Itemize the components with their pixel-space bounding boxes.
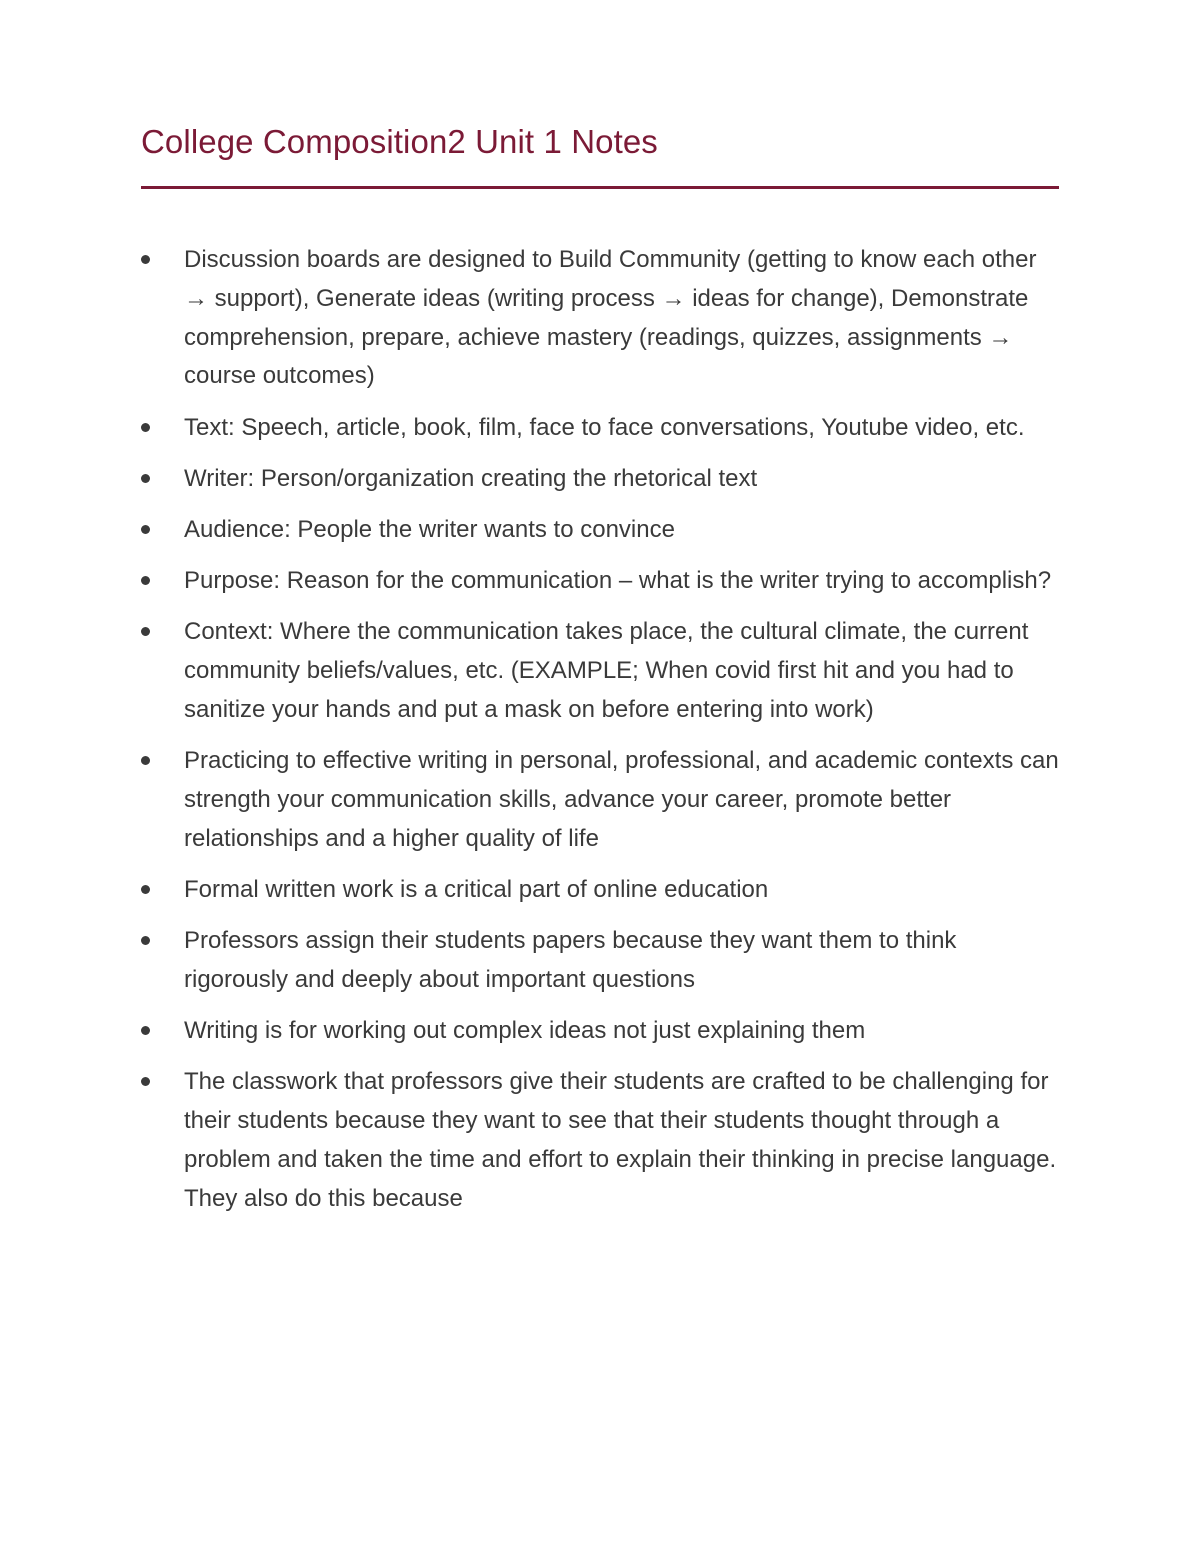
bullet-icon bbox=[141, 423, 150, 432]
note-text: Context: Where the communication takes place, the cultural climate, the current community beliefs/values, etc. (EXAMPLE; When covid first hit and you had to sanitize your hands and put a mask on before entering into work) bbox=[184, 618, 1029, 723]
list-item bbox=[140, 613, 1060, 729]
title-underline-rule bbox=[141, 186, 1059, 189]
list-item bbox=[140, 241, 1060, 396]
list-item bbox=[140, 922, 1060, 1000]
list-item bbox=[140, 1063, 1060, 1218]
bullet-icon bbox=[141, 525, 150, 534]
note-text: Formal written work is a critical part of online education bbox=[184, 875, 769, 903]
bullet-icon bbox=[141, 756, 150, 765]
bullet-icon bbox=[141, 576, 150, 585]
note-text: Discussion boards are designed to Build Community (getting to know each other → support), Generate ideas (writing process → ideas for change), Demonstrate comprehension, prepare, achieve mastery (readings, quizzes, assignments → course outcomes) bbox=[184, 246, 1037, 390]
list-item bbox=[140, 742, 1060, 858]
list-item bbox=[140, 1012, 1060, 1051]
list-item bbox=[140, 562, 1060, 601]
bullet-icon bbox=[141, 885, 150, 894]
note-text: Writer: Person/organization creating the rhetorical text bbox=[184, 464, 758, 492]
note-text: Audience: People the writer wants to convince bbox=[184, 515, 675, 543]
bullet-icon bbox=[141, 255, 150, 264]
note-text: Practicing to effective writing in personal, professional, and academic contexts can strength your communication skills, advance your career, promote better relationships and a higher quality of life bbox=[184, 747, 1059, 852]
list-item bbox=[140, 460, 1060, 499]
note-text: Writing is for working out complex ideas not just explaining them bbox=[184, 1017, 866, 1045]
bullet-icon bbox=[141, 1026, 150, 1035]
note-text: The classwork that professors give their students are crafted to be challenging for their students because they want to see that their students thought through a problem and taken the time and effort to explain their thinking in precise language. They also do this because bbox=[184, 1068, 1057, 1212]
bullet-icon bbox=[141, 936, 150, 945]
bullet-icon bbox=[141, 627, 150, 636]
notes-list bbox=[140, 241, 1060, 1231]
note-text: Professors assign their students papers because they want them to think rigorously and deeply about important questions bbox=[184, 927, 957, 993]
bullet-icon bbox=[141, 1077, 150, 1086]
list-item bbox=[140, 871, 1060, 910]
page-title: College Composition2 Unit 1 Notes bbox=[141, 123, 658, 160]
bullet-icon bbox=[141, 474, 150, 483]
note-text: Text: Speech, article, book, film, face to face conversations, Youtube video, etc. bbox=[184, 413, 1025, 441]
list-item bbox=[140, 511, 1060, 550]
list-item bbox=[140, 409, 1060, 448]
note-text: Purpose: Reason for the communication – what is the writer trying to accomplish? bbox=[184, 567, 1052, 595]
